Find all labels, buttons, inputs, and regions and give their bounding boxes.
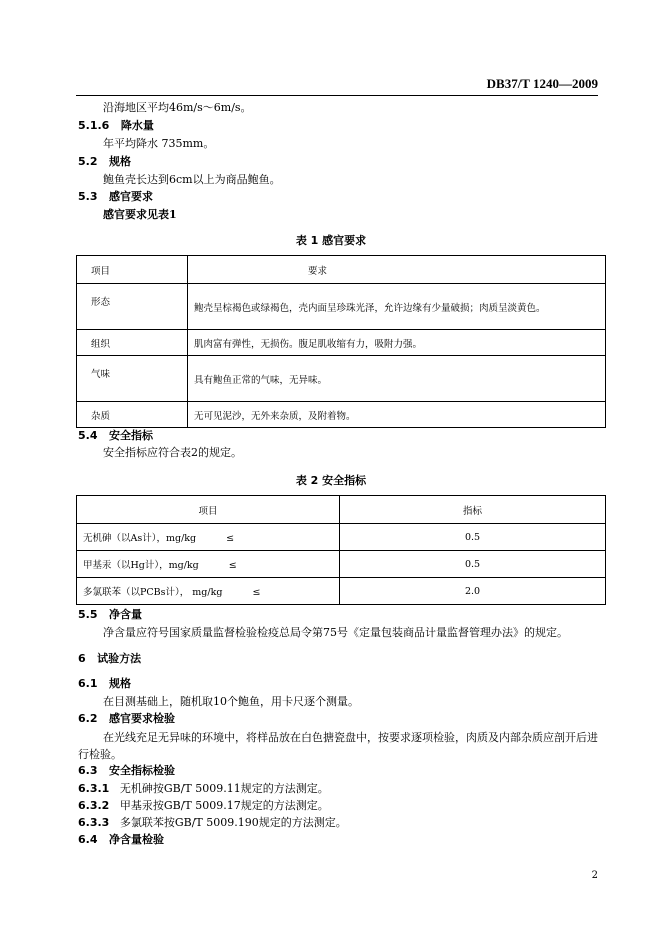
table-row bbox=[77, 284, 606, 330]
section-number: 6 bbox=[78, 652, 86, 665]
section-number: 6.3.1 bbox=[78, 782, 110, 795]
safety-table bbox=[76, 495, 606, 605]
section-title: 规格 bbox=[109, 677, 131, 690]
row-operator: ≤ bbox=[226, 533, 235, 544]
row-item: 多氯联苯（以PCBs计）， mg/kg bbox=[83, 587, 223, 598]
table-row bbox=[77, 524, 606, 551]
section-6-2-heading bbox=[78, 712, 175, 726]
section-6-3-heading bbox=[78, 764, 175, 778]
section-title: 安全指标检验 bbox=[109, 764, 175, 777]
table-row bbox=[77, 402, 606, 428]
header-requirement: 要求 bbox=[188, 256, 606, 284]
wind-speed-line: 沿海地区平均46m/s～6m/s。 bbox=[103, 101, 252, 114]
row-requirement: 鲍壳呈棕褐色或绿褐色，壳内面呈珍珠光泽，允许边缘有少量破损；肉质呈淡黄色。 bbox=[188, 284, 606, 330]
section-title: 净含量检验 bbox=[109, 833, 164, 846]
section-title: 安全指标 bbox=[109, 429, 153, 442]
row-item: 组织 bbox=[77, 330, 188, 356]
row-item-cell bbox=[77, 578, 340, 605]
safety-ref-line: 安全指标应符合表2的规定。 bbox=[103, 446, 242, 459]
document-code: DB37/T 1240—2009 bbox=[486, 76, 598, 91]
row-item: 甲基汞（以Hg计），mg/kg bbox=[83, 560, 199, 571]
section-title: 感官要求 bbox=[109, 190, 153, 203]
row-item: 无机砷（以As计），mg/kg bbox=[83, 533, 197, 544]
row-item: 形态 bbox=[77, 284, 188, 330]
row-item: 气味 bbox=[77, 356, 188, 402]
page-number: 2 bbox=[591, 870, 598, 881]
row-requirement: 无可见泥沙，无外来杂质，及附着物。 bbox=[188, 402, 606, 428]
table-row bbox=[77, 578, 606, 605]
section-number: 5.2 bbox=[78, 155, 98, 168]
section-5-1-6-heading bbox=[78, 119, 154, 133]
row-item: 杂质 bbox=[77, 402, 188, 428]
section-number: 6.3.3 bbox=[78, 816, 110, 829]
row-operator: ≤ bbox=[228, 560, 237, 571]
table-2-caption: 表 2 安全指标 bbox=[295, 474, 367, 487]
section-text: 多氯联苯按GB/T 5009.190规定的方法测定。 bbox=[119, 816, 347, 829]
spec-line: 鲍鱼壳长达到6cm以上为商品鲍鱼。 bbox=[103, 173, 281, 186]
section-number: 6.3 bbox=[78, 764, 98, 777]
header-item: 项目 bbox=[77, 256, 188, 284]
row-requirement: 肌肉富有弹性，无损伤。腹足肌收缩有力，吸附力强。 bbox=[188, 330, 606, 356]
section-number: 6.4 bbox=[78, 833, 98, 846]
chapter-6-heading bbox=[78, 652, 141, 666]
table-row bbox=[77, 551, 606, 578]
header-item: 项目 bbox=[77, 496, 340, 524]
section-number: 5.3 bbox=[78, 190, 98, 203]
section-number: 6.1 bbox=[78, 677, 98, 690]
sensory-table bbox=[76, 255, 606, 428]
section-title: 降水量 bbox=[120, 119, 154, 132]
section-number: 6.2 bbox=[78, 712, 98, 725]
section-number: 5.1.6 bbox=[78, 119, 110, 132]
table-row bbox=[77, 356, 606, 402]
row-operator: ≤ bbox=[252, 587, 261, 598]
section-5-3-heading bbox=[78, 190, 153, 204]
header-rule bbox=[76, 95, 598, 96]
table-row bbox=[77, 330, 606, 356]
section-title: 净含量 bbox=[109, 608, 142, 621]
net-content-line: 净含量应符号国家质量监督检验检疫总局令第75号《定量包装商品计量监督管理办法》的规定。 bbox=[103, 626, 568, 639]
header-value: 指标 bbox=[340, 496, 606, 524]
row-value: 0.5 bbox=[340, 524, 606, 551]
section-6-1-heading bbox=[78, 677, 131, 691]
row-value: 2.0 bbox=[340, 578, 606, 605]
row-value: 0.5 bbox=[340, 551, 606, 578]
table-header-row bbox=[77, 496, 606, 524]
table-1-caption: 表 1 感官要求 bbox=[295, 234, 367, 247]
section-6-3-3 bbox=[78, 816, 347, 830]
row-requirement: 具有鲍鱼正常的气味，无异味。 bbox=[188, 356, 606, 402]
section-number: 5.5 bbox=[78, 608, 98, 621]
section-text: 甲基汞按GB/T 5009.17规定的方法测定。 bbox=[119, 799, 329, 812]
section-text: 无机砷按GB/T 5009.11规定的方法测定。 bbox=[119, 782, 329, 795]
section-title: 感官要求检验 bbox=[109, 712, 175, 725]
section-6-3-1 bbox=[78, 782, 329, 796]
sensory-test-paragraph: 在光线充足无异味的环境中，将样品放在白色搪瓷盘中，按要求逐项检验，肉质及内部杂质应剖开后进行检验。 bbox=[78, 731, 598, 761]
section-6-4-heading bbox=[78, 833, 164, 847]
section-title: 试验方法 bbox=[97, 652, 142, 665]
row-item-cell bbox=[77, 524, 340, 551]
section-number: 5.4 bbox=[78, 429, 98, 442]
section-5-2-heading bbox=[78, 155, 131, 169]
section-5-4-heading bbox=[78, 429, 153, 443]
section-5-5-heading bbox=[78, 608, 142, 622]
section-6-3-2 bbox=[78, 799, 329, 813]
table-header-row bbox=[77, 256, 606, 284]
section-number: 6.3.2 bbox=[78, 799, 110, 812]
section-title: 规格 bbox=[109, 155, 131, 168]
row-item-cell bbox=[77, 551, 340, 578]
size-test-line: 在目测基础上，随机取10个鲍鱼，用卡尺逐个测量。 bbox=[103, 695, 359, 708]
sensory-ref-line: 感官要求见表1 bbox=[103, 208, 177, 221]
rainfall-line: 年平均降水 735mm。 bbox=[103, 137, 215, 150]
